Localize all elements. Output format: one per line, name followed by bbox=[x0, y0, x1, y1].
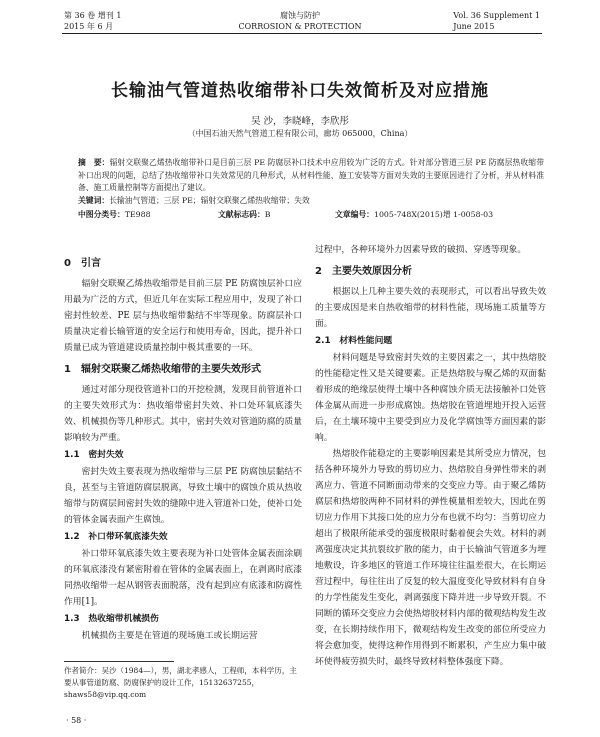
journal-name-en: CORROSION & PROTECTION bbox=[238, 22, 362, 31]
clc-value: TE988 bbox=[124, 210, 151, 219]
authors: 吴 沙，李晓峰，李欣彤 bbox=[250, 116, 350, 127]
section-2-1-paragraph-2: 热熔胶作能稳定的主要影响因素是其所受应力情况，包括各种环境外力导致的剪切应力、热熔胶自身弹性带来的剥离应力、管道不同断面动带来的交变应力等。由于聚乙烯防腐层和热熔胶两种不同材料的弹性模量相差较大，因此在剪切应力作用下其接口处的应力分布也就不均匀：当剪切应力超出了极限所能承受的强度极限时黏着便会失效。材料的剥离强度决定其抗裂纹扩散的能力，由于长输油气管道多为埋地敷设，许多地区的管道工作环境往往温差很大，在长期运营过程中，每往往出了反复的较大温度变化导致材料有自身的力学性能发生变化，剥离强度下降并进一步导致开裂。不同断的循环交变应力会使热熔胶材料内部的微观结构发生改变，在长期持续作用下，微观结构发生改变的部位所受应力将会愈加变，使得这种作用得到不断累积，产生应力集中破坏使得疲劳损失时，最终导致材料整体强度下降。 bbox=[315, 449, 546, 667]
article-number bbox=[335, 209, 493, 221]
author-footnote: 作者简介：吴沙（1984—），男，湖北孝感人，工程师，本科学历，主要从事管道防腐、防腐保护的设计工作，15132637255，shaws58@vip.qq.com bbox=[64, 666, 297, 699]
section-1-1-heading: 1.1 密封失效 bbox=[64, 450, 124, 460]
section-1-2-heading: 1.2 补口带环氧底漆失效 bbox=[64, 532, 168, 542]
section-2-1-paragraph-1: 材料问题是导致密封失效的主要因素之一，其中热熔胶的性能稳定性又是关键要素。正是热熔胶与聚乙烯的双面黏着形成的绝缘层使得土壤中各种腐蚀介质无法接触补口处管体金属从而进一步形成腐蚀。热熔胶在管道埋地开投入运营后，在土壤环境中主要受到应力及化学腐蚀等方面因素的影响。 bbox=[315, 353, 546, 443]
continued-paragraph: 过程中，各种环境外力因素导致的破损、穿透等现象。 bbox=[315, 245, 527, 255]
keywords-text: 长输油气管道；三层 PE；辐射交联聚乙烯热收缩带；失效 bbox=[109, 196, 310, 205]
clc-number bbox=[78, 209, 151, 221]
doc-label: 文献标志码： bbox=[218, 210, 265, 219]
header-rule bbox=[62, 33, 542, 34]
section-1-3-heading: 1.3 热收缩带机械损伤 bbox=[64, 614, 159, 624]
keywords bbox=[78, 195, 544, 207]
clc-label: 中图分类号： bbox=[78, 210, 125, 219]
section-1-1-paragraph: 密封失效主要表现为热收缩带与三层 PE 防腐蚀层黏结不良，甚至与主管道防腐层脱离，导致土壤中的腐蚀介质从热收缩带与防腐层间密封失效的缝隙中进入管道补口处，使补口处的管体金属表面产生腐蚀。 bbox=[64, 467, 302, 525]
section-0-paragraph: 辐射交联聚乙烯热收缩带是目前三层 PE 防腐蚀层补口应用最为广泛的方式，但近几年在实际工程应用中，发现了补口密封性较差、PE 层与热收缩带黏结不牢等现象。防腐层补口质量决定着长输管道的安全运行和使用寿命，因此，提升补口质量已成为管道建设质量控制中极其重要的一环。 bbox=[64, 279, 302, 353]
article-value: 1005-748X(2015)增 1-0058-03 bbox=[373, 210, 494, 219]
article-label: 文章编号： bbox=[335, 210, 374, 219]
right-column bbox=[315, 242, 546, 670]
section-1-2-paragraph: 补口带环氧底漆失效主要表现为补口处管体金属表面涂刷的环氧底漆没有紧密附着在管体的金属表面上，在剥离时底漆同热收缩带一起从钢管表面脱落，没有起到应有底漆和防腐性作用[1]。 bbox=[64, 549, 302, 607]
issue-date-en: June 2015 bbox=[453, 22, 495, 31]
abstract-label: 摘 要： bbox=[78, 158, 110, 167]
section-1-paragraph: 通过对部分现役管道补口的开挖检测，发现目前管道补口的主要失效形式为：热收缩带密封失效、补口处环氧底漆失效、机械损伤等几种形式。其中，密封失效对管道防腐的质量影响较为严重。 bbox=[64, 385, 302, 443]
footnote-rule bbox=[64, 661, 174, 662]
left-column bbox=[64, 250, 302, 644]
document-code bbox=[218, 209, 271, 221]
affiliation: （中国石油天然气管道工程有限公司，廊坊 065000，China） bbox=[187, 129, 413, 138]
issue-date: 2015 年 6 月 bbox=[64, 22, 114, 31]
section-2-heading: 2 主要失效原因分析 bbox=[315, 266, 412, 277]
volume-issue-en: Vol. 36 Supplement 1 bbox=[453, 11, 540, 20]
section-2-paragraph: 根据以上几种主要失效的表现形式，可以看出导致失效的主要成因是来自热收缩带的材料性能，现场施工质量等方面。 bbox=[315, 287, 546, 329]
journal-name-cn: 腐蚀与防护 bbox=[280, 11, 320, 20]
abstract bbox=[78, 157, 544, 195]
page-number: · 58 · bbox=[66, 716, 87, 725]
section-0-heading: 0 引言 bbox=[64, 258, 101, 269]
section-1-3-paragraph: 机械损伤主要是在管道的现场施工或长期运营 bbox=[81, 631, 258, 641]
paper-title: 长输油气管道热收缩带补口失效简析及对应措施 bbox=[111, 81, 489, 101]
keywords-label: 关键词： bbox=[78, 196, 110, 205]
section-2-1-heading: 2.1 材料性能问题 bbox=[315, 336, 393, 346]
doc-value: B bbox=[264, 210, 271, 219]
section-1-heading: 1 辐射交联聚乙烯热收缩带的主要失效形式 bbox=[64, 364, 261, 375]
abstract-text: 辐射交联聚乙烯热收缩带补口是目前三层 PE 防腐层补口技术中应用较为广泛的方式。针对部分管道三层 PE 防腐层热收缩带补口出现的问题，总结了热收缩带补口失效常见的几种形式，从材料性能、施工安装等方面对失效的主要原因进行了分析，并从材料准备、施工质量控制等方面提出了建议。 bbox=[78, 158, 544, 192]
volume-issue: 第 36 卷 增刊 1 bbox=[64, 11, 122, 20]
journal-volume-en bbox=[453, 10, 540, 32]
